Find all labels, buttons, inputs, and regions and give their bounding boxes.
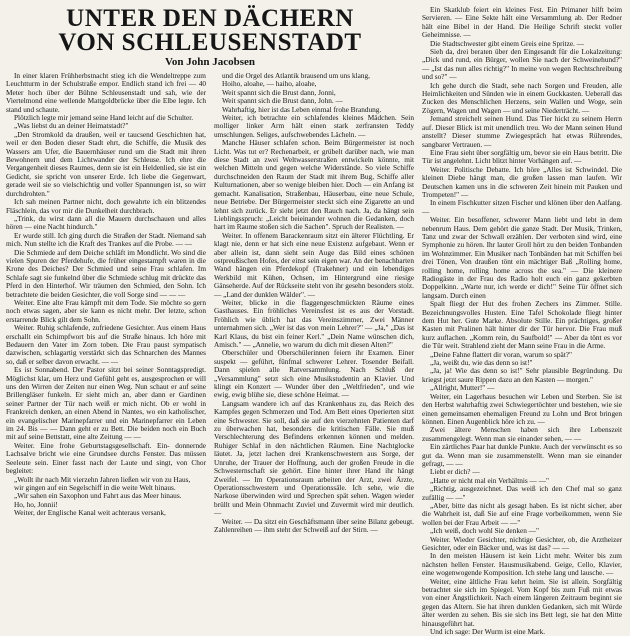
paragraph: Weit spannt sich die Brust dann, Jonni, (222, 87, 336, 97)
paragraph: Jemand streichelt seinen Hund. Das Tier hickt zu seinem Herrn auf. Dieser Blick ist mit unendlich treu. Wo der Mann seinen Hund anstellt? Dieser stumme Zwiegespräch hat etwas Rührendes, sangbarer Vertrauen. — (422, 114, 622, 149)
paragraph: „Den Stromkold da draußen, weil er taucsend Geschichten hat, weil er den Boden dieser Stadt ehrt, die Schiffe, die Musik des Wassers am Ufer, die Bauernhäuser rund um die Stadt mit ihren Bewohnern und dem Lichtwander der Schleuse. Ich ehre die Vergangenheit dieses Raumes, denn sie ist ein Heldenlied, sie ist ein Gedicht, sie spricht von unserer Erde. Ich liebe die Gegenwart, gerade weil sie so vielschichtig und voller Spannungen ist, so wirr durchdrohten." (6, 129, 206, 198)
text-column-1 (6, 72, 206, 596)
paragraph: In einer klaren Frühherbstnacht stieg ich die Wendeltreppe zum Leuchtturm in der Schulstraße empor. Endlich stand ich frei — 40 Meter hoch über der Bühne Schleusenstadt und sah, wie der Viertelmond eine wellende Mattgoldbrücke über die Elbe legte. Ich stand und schaute. (6, 71, 206, 114)
paragraph: Weiter. Politische Debatte. Ich höre „Alles ist Schwindel. Die kleinen Diebe hängt man, die großen lassen man laufen. Wir Deutschen kamen uns in die schweren Zeit hinein mit Pauken und Trompeten!" — (422, 164, 622, 199)
paragraph: Weiter. Wieder Gesichter, nichtige Gesichter, ob, die Arztheizer Gesichter, oder ein Bäcker und, was ist das? — — (422, 534, 622, 552)
paragraph: Und ich sage: Der Wurm ist eine Mark. (430, 627, 546, 636)
paragraph: Weiter, der Englische Kanal weit achteraus versank, (14, 508, 166, 518)
text-column-2 (214, 72, 414, 596)
paragraph: „Wollt ihr nach Mit vierzehn Jahren ließen wir von zu Haus, (14, 474, 191, 484)
paragraph: Ein Skatklub feiert ein kleines Fest. Ein Primaner hilft beim Servieren. — Eine Sekte hält eine Versammlung ab. Der Redner hält eine Bibel in der Hand. Die Heilige Schrift steckt voller Geheimnisse. — (422, 5, 622, 40)
paragraph: Die Stadtschwester gibt einem Greis eine Spritze. — (430, 38, 585, 48)
paragraph: Weiter, blicke in die flaggengeschmückten Räume eines Gasthauses. Ein fröhliches Vereinsfest ist es aus der Vorstadt. Fröhlich wie üblich hat das Vereinszimmer, Zwei Männer unternahmen sich. „Wer ist das von mein Lehrer?" — „Ja," „Das ist Karl Klaus, du bist ein feiner Kerl." „Dein Name wünschen dich, Amisch." — „Annelie, wo warum du dich mit diesen Alten?" (214, 297, 414, 349)
headline-line-2: VON SCHLEUSENSTADT (58, 29, 362, 56)
paragraph: „Aber, bitte das nicht als gesagt haben. Es ist nicht sicher, aber die Wahrheit ist, daß Sie auf eine Frage vorbeikommen, wenn Sie wollen bei der Frau Arbeit — —" (422, 500, 622, 527)
paragraph: Oberschüler und Oberschülerinnen feiern ihr Examen. Einer suspekt — geführt, fünfmal schwerer Lehrer. Tosender Beifall. Dann spielen alle Ratversammlung. Nach Schluß der „Versammlung" setzt sich eine Musikstudentin an Klavier. Und klingt ein Konzert — Wunder über den „Weltfrieden", und wie ewig, ewig blühe sie, diese schöne Heimat. — (214, 348, 414, 400)
paragraph: „Richtig, ausgezeichnet. Das weiß ich den Chef mal so ganz zufällig — —" (422, 484, 622, 502)
paragraph: Weiter. Eine alte Frau kämpft mit dem Tode. Sie möchte so gern noch etwas sagen, aber sie kann es nicht mehr. Der letzte, schon erstarrende Blick gilt dem Sohn. (6, 297, 206, 324)
paragraph: Weiter, eine ältliche Frau kehrt heim. Sie ist allein. Sorgfältig betrachtet sie sich im Spiegel. Vom Kopf bis zum Fuß mit etwas von einer Ängstlichkeit. Nach einem längeren Zeitraum beginnt sie gegen das Altern. Sie hat ihren dunklen Gedanken, sich mit Würde älter werden zu sehen. Bis sie sich ins Bett legt, sie hat den Mitte hinausgeführt hat. (422, 576, 622, 628)
paragraph: Plötzlich legte mir jemand seine Hand leicht auf die Schulter. (14, 113, 194, 123)
paragraph: Ein zärtliches Paar hat dunkle Punkte. Auch der verwünscht es so gut da. Wenn man sie zusammenstellt. Wenn man sie einander gefragt, — — (422, 442, 622, 468)
paragraph: Weiter. Ein besoffener, schwerer Mann liebt und lebt in dem nebenrum Haus. Dem gehört die ganze Stadt. Der Musik, Trinken, Tanz und zwar der Schwall erzählen. Der verboten sind wird, eine Symphonie zu hören. Ihr lauter Groll hört zu den beiden Tonbanden im Wohnzimmer. Ein Musiker nach Tonbänden hat mit Schiffen bei drei Tönen, Von draußen tönt ein mächtiger Baß „Rolling home, rolling home, rolling home across the sea." — Die kleinere Radiogäste in der Frau des Radio holt euch ein ganz gekerbten Doppelkinn. „Warte nur, ich werde er dich!" Seine Tür öffnet sich langsam. Durch einen (422, 215, 622, 300)
paragraph: Ich sah meinen Partner nicht, doch gewahrte ich ein blitzendes Fläschlein, das vor mir die Dunkelheit durchbrach. (6, 197, 206, 215)
paragraph: Wahrhaftig, hier ist das Leben einmal frohe Brandung. (222, 104, 382, 114)
paragraph: Weit spannt sich die Brust dann, John. — (222, 96, 343, 106)
paragraph: Weiter, ich betrachte ein schlafendes kleines Mädchen. Sein molliger linker Arm hält einen stark zerfransten Teddy umschlungen. Seliges, aufschwebendes Lächeln. — (214, 113, 414, 139)
paragraph: Weiter, ein Lagerhaus besuchen wir Leben und Sterben. Sie ist den Herbst wahrhaftig zwei Schwiegertöchter und bestehen, wie sie einen gemeinsamen ehemaligen Freund zu Lohn und Brot bringen können. Einen Augenblick höre ich zu. — (422, 391, 622, 426)
paragraph: Manche Häuser schlafen schon. Beim Bürgermeister ist noch Licht. Was tut er? Rechenarbeit, er grübelt darüber nach, wie man diese Stadt an zwei Weltwasserstraßen entwickeln könnte, mit welchen Mitteln und gegen welche Widerstände. So viele Schiffe durchschneiden den Raum der Stadt mit ihrem Bug, Schiffe aller Kulturnationen, aber so wenige bleiben hier. Doch — ein Anfang ist gemacht. Kanalisation, Straßenbau, Häuserbau, eine neue Schule, neue Betriebe. Der Bürgermeister steckt sich eine Zigarette an und lehnt sich zurück. Er sieht jetzt den Rauch nach. Ja, da hängt sein Lieblingsspruch: „Leicht beieinander wohnen die Gedanken, doch hart im Raume stoßen sich die Sachen". Spruch der Realisten. — (214, 138, 414, 232)
paragraph: Weiter. Ruhig schlafende, zufriedene Gesichter. Aus einem Haus erschallt ein Schimpfwort bis auf die Straße hinaus. Ich höre mit Bedauern den Vater im Zorn toben. Die Frau paust sympatisch dazwischen, schlagartig verstärkt sich das Schnarchen des Mannes so, daß er selber davon erwacht. — — (6, 323, 206, 366)
paragraph: wir gingen auf ein Segelschiff in die weite Welt hinaus. (14, 482, 176, 492)
paragraph: „Hatte er nicht mal ein Verhältnis — —" (430, 475, 549, 485)
paragraph: In einem Fischkutter sitzen Fischer und klönen über den Aalfang. — (422, 198, 622, 216)
paragraph: „Ich weiß, doch wohl Sie denken —" (430, 526, 539, 536)
paragraph: Eine Frau sieht über sorgfältig um, bevor sie ein Haus betritt. Die Tür ist angelehnt. Licht blitzt hinter Vorhängen auf. — (422, 147, 622, 166)
paragraph: Langsam wandere ich auf das Krankenhaus zu, das Reich des Kampfes gegen Schmerzen und Tod. Am Bett eines Operierten sitzt eine Schwester. Sie soll, daß sie auf den vierzehnten Patienten darf zu überwachen hat, besonders die kritischen Fälle. Sie muß Verschlechterung des Befindens erkennen können und melden. Ruhiger Schlaf in den nächtlichen Räumen. Eine Nachtglocke läutet. Ja, jetzt lachen drei Krankenschwestern aus Sorge, der Unruhe, der Trauer der Hoffnung, auch der großen Freude in die Schwesternschaft sie gehört. Eine hinter ihrer Hand ihr hängt Zweifel. — Im Operationsraum arbeiten der Arzt, zwei Ärzte, Operationsschwestern und Operationssäle. Ich sehe, wie die Narkose überwinden wird und Sprechen spät sehen. Wagen wieder brüllt und Mein Ohnmacht Zuviel und Zuvermit wird mir deutlich. — (214, 398, 414, 518)
paragraph: und die Orgel des Atlantik brausend um uns klang, (222, 71, 371, 80)
paragraph: Er wurde still. Ich ging durch die Straßen der Stadt. Niemand sah mich. Nun stellte ich die Kraft des Trankes auf die Probe. — — (6, 230, 206, 249)
paragraph: Liebt er dich? — (430, 467, 480, 477)
paragraph: „Ja, ja! Wie das denn so ist!" Sehr plausible Begründung. Du kriegst jetzt saure Rippen dazu an den Kasten — morgen." (422, 366, 622, 384)
paragraph: „Allright, Mutter!" — (430, 383, 495, 393)
paragraph: Ich gehe durch die Stadt, sehe nach Sorgen und Freuden, alle Heimlichkeiten und Sünden wie in einem Guckkasten. Ueberall das Zucken des Menschlichen Herzens, sein Wallen und Woge, sein Zögern, Wagen und Wagen — und seine Niederträcht. — (422, 80, 622, 115)
paragraph: Es ist Sonnabend. Der Pastor sitzt bei seiner Sonntagspredigt. Möglichst klar, um Herz und Gefühl geht es, ausgesprochen er will uns den Wirren der Zeiten nur einen Weg. Nun schaut er auf seine Brillengläser funkeln. Er sieht mich an, aber dann er Gardinen seiner Partner der Tür nach weiß er mich nicht. Ob er wohl in Frankreich denken, an einen Abend in Nantes, wo ein katholischer, ein evangelischer Marinepfarrer und ein Marinepfarrer ein Leben im 24. Bis — — Dann geht er zu Bett. Die beiden noch ein Buch mit auf seine Bettstatt, eine alte Zeitung — — (6, 365, 206, 442)
paragraph: „Trink, du wirst dann all die Mauern durchschauen und alles hören — eine Nacht hindurch." (6, 213, 206, 232)
paragraph: „Was liebst du an deiner Heimatstadt?" (14, 121, 129, 131)
paragraph: In den meisten Häusern ist kein Licht mehr. Weiter bis zum nächsten hellen Fenster. Hausmusikabend. Geige, Cello, Klavier, eine wogenwogende Komposition. Ich stehe lang und lausche. — (422, 551, 622, 578)
paragraph: Weiter. In offenem Barackenraum sitzt ein älterer Flüchtling. Er klagt nie, denn er hat sich eine neue Existenz aufgebaut. Wenn er aber allein ist, dann sieht sein Auge das Bild eines schönen ostpreußischen Hofes, der einst sein eigen war. An der benachbarten Wand hängen ein Pferdekopf (Trakehner) und ein lebendiges Werkbild mit Kühen, Ochsen, im Hintergrund eine riesige Gänseherde. Auf der Rückseite steht von ihr gesehn besonders stolz. — „Land der dunklen Wälder". — (214, 230, 414, 299)
paragraph: Die Schmiede auf dem Deiche schläft im Mondlicht. Wo sind die vielen Spuren der Pferdehufe, die früher eingestampft waren in die Krone des Deiches? Der Schmied und seine Frau schlafen. Im Schlafe sagt sie funkelnd über die Schmiede schlug mit drückte das Pferd in den Hinterhof. Wir träumen den Schmied, den Sohn. Ich betrachtete die beiden Gesichter, die voll Sorge sind — — — (6, 247, 206, 299)
paragraph: Hoiho, aloahe, — haiho, aloahe, (222, 79, 317, 89)
paragraph: Zwei ältere Menschen haben sich ihre Lebenszeit zusammengelegt. Wenn man sie einander sehen, — — (422, 425, 622, 443)
headline-line-1: UNTER DEN DÄCHERN (66, 5, 354, 32)
paragraph: Weiter. Eine frohe Geburtstagsgesellschaft. Ein- donnernde Lachsalve bricht wie eine Grundsee durchs Fenster. Das müssen Seeleute sein. Einer fasst nach der Laute und singt, von Chor begleitet: (6, 440, 206, 476)
paragraph: Spalt fliegt der Hut des frohen Zechers ins Zimmer. Stille. Bezeichnungsvolles Husten. Eine Tafel Schokolade fliegt hinter dem Hut her. Gute Marke. Absolute Stille. Ein prächtiges, großer Kasten mit Pralinen hält hinter dir der Tür hervor. Die Frau muß kurz auflachen. „Komm rein, du Saufbold!" — Aber da tönt es vor die Tür weit. Strahlend zieht der Mann seine Frau in die Arme. (422, 299, 622, 351)
paragraph: Ho, ho, Jonnii! (14, 499, 58, 509)
author-byline: Von John Jacobsen (164, 56, 256, 68)
paragraph: Weiter. — Da sitzt ein Geschäftsmann über seine Bilanz gebeugt. Zahlenreihen — ihm steht der Schweiß auf der Stirn. — (214, 516, 414, 534)
paragraph: „Ja, weißt du, wie das denn so ist!" (430, 358, 533, 368)
text-column-3 (422, 5, 622, 636)
paragraph: Sieh da, drei beraten über den Eingesandt für die Lokalzeitung: „Dick und rund, ein Bürger, wollen Sie nach der Schweinehund?" — „Ist das nun alles richtig?" In meine von wegen Rechtschreibung und so?" — (422, 47, 622, 82)
paragraph: „Wir sahen ein Saxophon und Fahrt aus das Meer hinaus. (14, 491, 182, 501)
paragraph: „Deine Fahne flattert dir voran, warum so spät?" (430, 349, 572, 359)
